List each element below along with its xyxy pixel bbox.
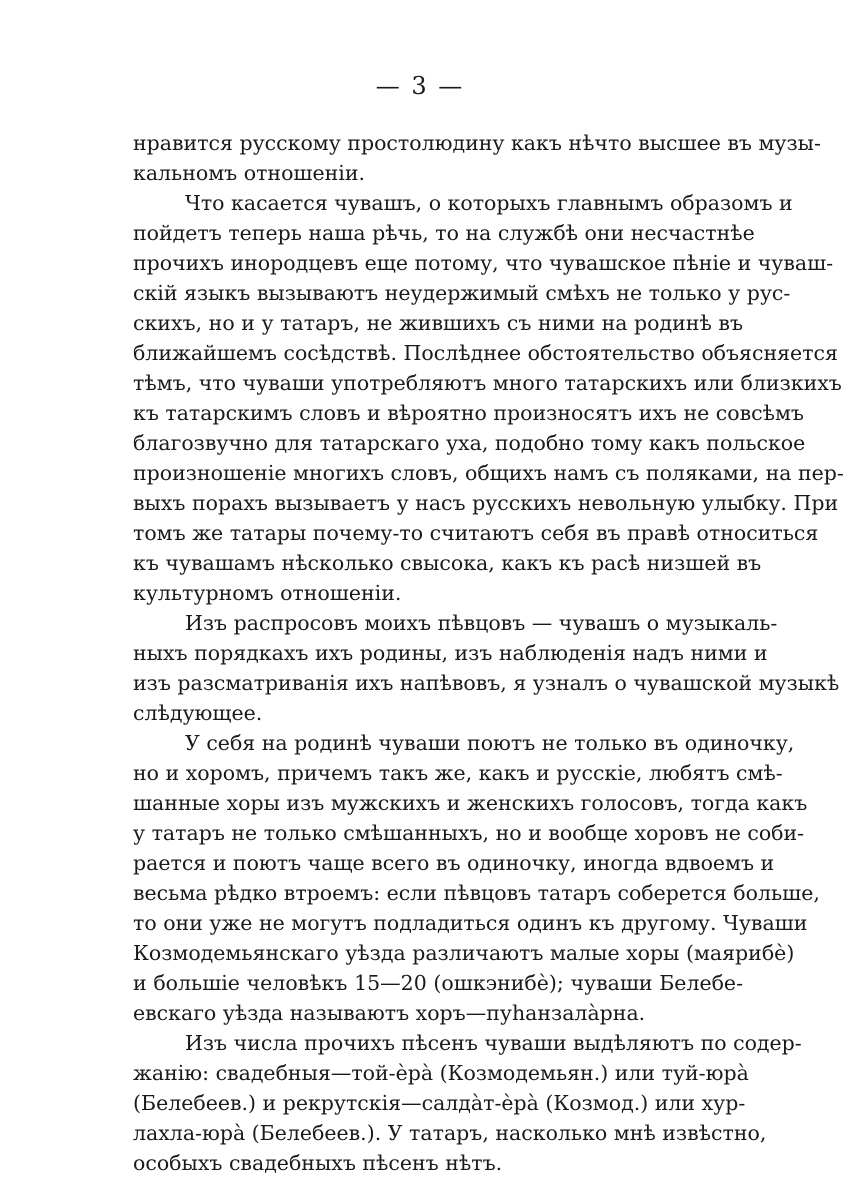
- text-line: выхъ порахъ вызываетъ у насъ русскихъ невольную улыбку. При: [133, 491, 839, 515]
- text-line: слѣдующее.: [133, 701, 263, 725]
- text-line: томъ же татары почему-то считаютъ себя въ правѣ относиться: [133, 521, 819, 545]
- text-line: произношеніе многихъ словъ, общихъ намъ съ поляками, на пер-: [133, 461, 844, 485]
- text-line: тѣмъ, что чуваши употребляютъ много татарскихъ или близкихъ: [133, 371, 842, 395]
- text-line: Изъ числа прочихъ пѣсенъ чуваши выдѣляютъ по содер-: [185, 1031, 802, 1055]
- text-line: культурномъ отношеніи.: [133, 581, 402, 605]
- text-line: благозвучно для татарскаго уха, подобно тому какъ польское: [133, 431, 806, 455]
- text-line: и большіе человѣкъ 15—20 (ошкэнибѐ); чуваши Белебе-: [133, 971, 743, 995]
- text-line: изъ разсматриванія ихъ напѣвовъ, я узналъ о чувашской музыкѣ: [133, 671, 840, 695]
- text-line: къ чувашамъ нѣсколько свысока, какъ къ расѣ низшей въ: [133, 551, 762, 575]
- text-line: Что касается чувашъ, о которыхъ главнымъ образомъ и: [185, 191, 793, 215]
- text-line: шанные хоры изъ мужскихъ и женскихъ голосовъ, тогда какъ: [133, 791, 808, 815]
- text-line: скій языкъ вызываютъ неудержимый смѣхъ не только у рус-: [133, 281, 791, 305]
- text-line: прочихъ инородцевъ еще потому, что чувашское пѣніе и чуваш-: [133, 251, 834, 275]
- text-line: жанію: свадебныя—той-ѐрà (Козмодемьян.) или туй-юрà: [133, 1061, 749, 1085]
- text-line: ближайшемъ сосѣдствѣ. Послѣднее обстоятельство объясняется: [133, 341, 838, 365]
- text-line: нравится русскому простолюдину какъ нѣчто высшее въ музы-: [133, 131, 821, 155]
- text-line: лахла-юрà (Белебеев.). У татаръ, насколько мнѣ извѣстно,: [133, 1121, 767, 1145]
- text-line: но и хоромъ, причемъ такъ же, какъ и русскіе, любятъ смѣ-: [133, 761, 783, 785]
- text-line: кальномъ отношеніи.: [133, 161, 366, 185]
- text-line: У себя на родинѣ чуваши поютъ не только въ одиночку,: [185, 731, 795, 755]
- text-line: особыхъ свадебныхъ пѣсенъ нѣтъ.: [133, 1151, 503, 1175]
- text-line: Козмодемьянскаго уѣзда различаютъ малые хоры (маярибѐ): [133, 941, 795, 965]
- text-line: пойдетъ теперь наша рѣчь, то на службѣ они несчастнѣе: [133, 221, 755, 245]
- text-line: у татаръ не только смѣшанныхъ, но и вообще хоровъ не соби-: [133, 821, 805, 845]
- text-line: Изъ распросовъ моихъ пѣвцовъ — чувашъ о музыкаль-: [185, 611, 778, 635]
- page-number: — 3 —: [375, 72, 465, 100]
- text-line: (Белебеев.) и рекрутскія—салдàт-ѐрà (Козмод.) или хур-: [133, 1091, 746, 1115]
- text-line: рается и поютъ чаще всего въ одиночку, иногда вдвоемъ и: [133, 851, 775, 875]
- text-line: къ татарскимъ словъ и вѣроятно произносятъ ихъ не совсѣмъ: [133, 401, 804, 425]
- text-line: весьма рѣдко втроемъ: если пѣвцовъ татаръ соберется больше,: [133, 881, 820, 905]
- text-line: ныхъ порядкахъ ихъ родины, изъ наблюденія надъ ними и: [133, 641, 768, 665]
- text-line: то они уже не могутъ подладиться одинъ къ другому. Чуваши: [133, 911, 808, 935]
- text-line: скихъ, но и у татаръ, не жившихъ съ ними на родинѣ въ: [133, 311, 743, 335]
- text-line: евскаго уѣзда называютъ хоръ—пуhанзалàрна.: [133, 1001, 646, 1025]
